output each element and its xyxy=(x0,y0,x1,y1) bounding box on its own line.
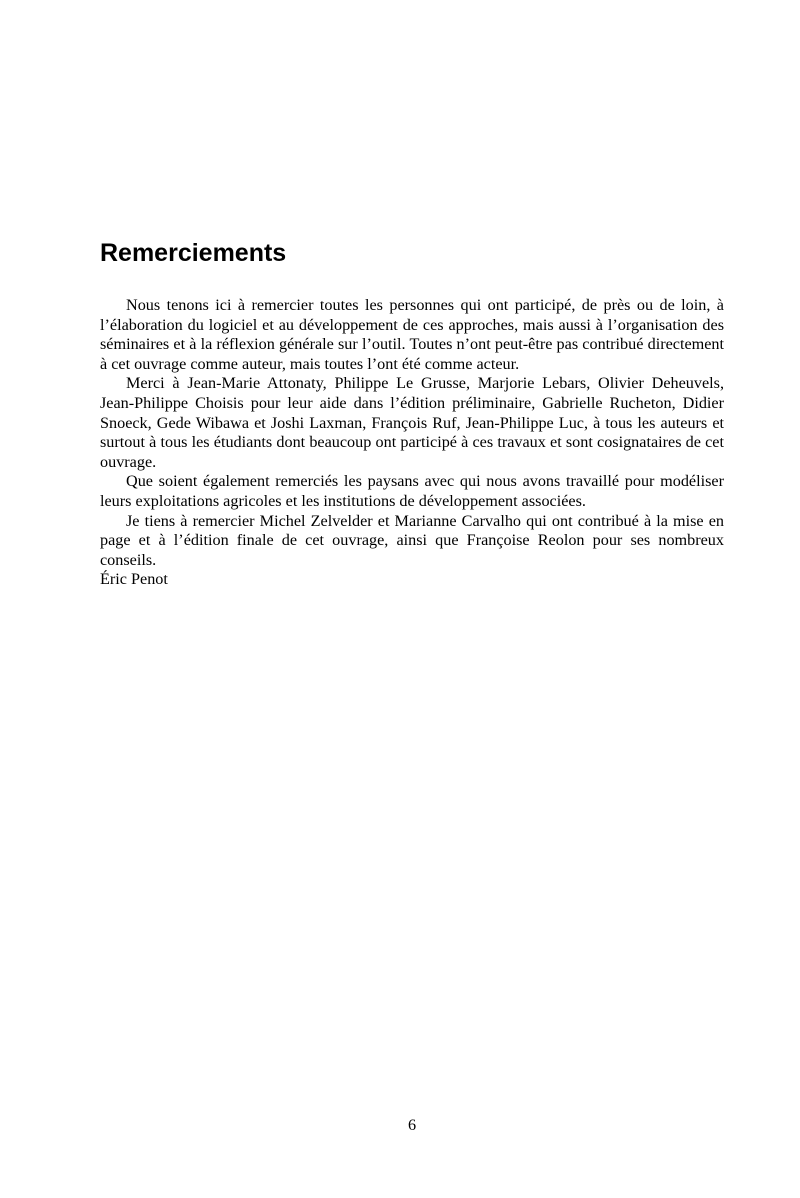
page-title: Remerciements xyxy=(100,239,287,267)
paragraph-3: Que soient également remerciés les paysans avec qui nous avons travaillé pour modéliser leurs exploitations agricoles et les institutions de développement associées. xyxy=(100,472,724,510)
page-number: 6 xyxy=(407,1116,417,1134)
paragraph-1: Nous tenons ici à remercier toutes les personnes qui ont participé, de près ou de loin, à l’élaboration du logiciel et au développement de ces approches, mais aussi à l’organisation des séminaires et à la réflexion générale sur l’outil. Toutes n’ont peut-être pas contribué directement à cet ouvrage comme auteur, mais toutes l’ont été comme acteur. xyxy=(100,296,724,373)
paragraph-2: Merci à Jean-Marie Attonaty, Philippe Le Grusse, Marjorie Lebars, Olivier Deheuvels, Jean-Philippe Choisis pour leur aide dans l’édition préliminaire, Gabrielle Rucheton, Didier Snoeck, Gede Wibawa et Joshi Laxman, François Ruf, Jean-Philippe Luc, à tous les auteurs et surtout à tous les étudiants dont beaucoup ont participé à ces travaux et sont cosignataires de cet ouvrage. xyxy=(100,374,724,471)
paragraph-4: Je tiens à remercier Michel Zelvelder et Marianne Carvalho qui ont contribué à la mise en page et à l’édition finale de cet ouvrage, ainsi que Françoise Reolon pour ses nombreux conseils. xyxy=(100,511,724,569)
acknowledgements-body xyxy=(100,296,724,590)
signature: Éric Penot xyxy=(100,570,168,589)
